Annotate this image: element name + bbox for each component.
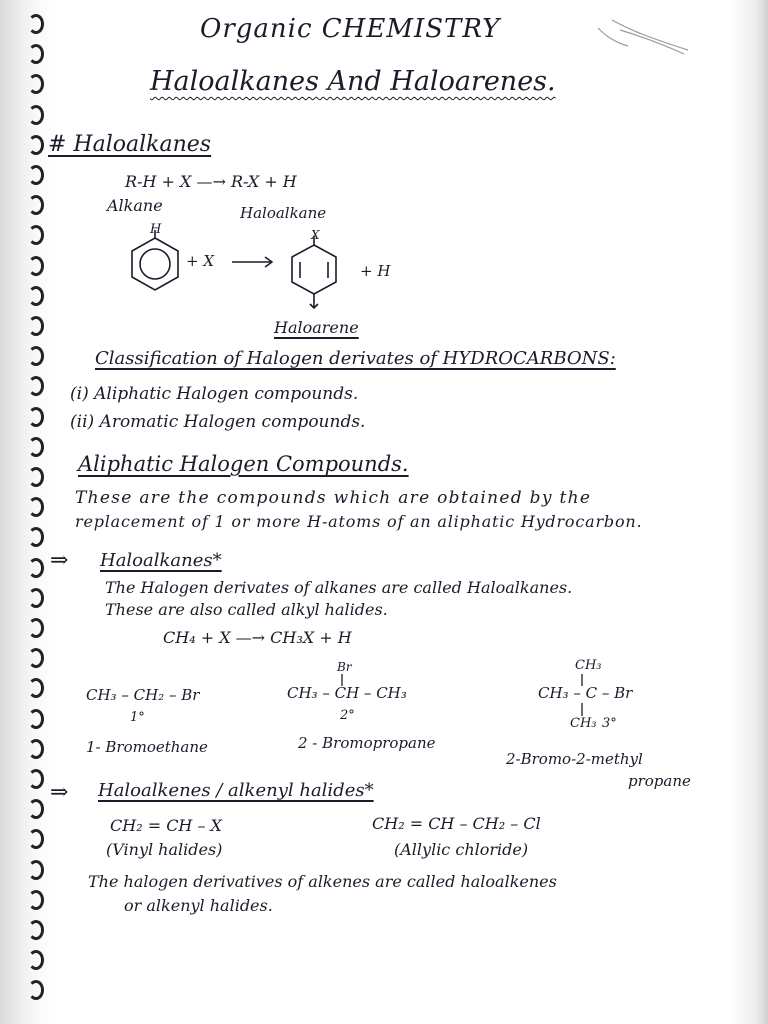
haloalkanes-heading: Haloalkanes* bbox=[100, 550, 222, 571]
aliphatic-line-1: These are the compounds which are obtained by the bbox=[75, 488, 592, 508]
benzene-ring-icon bbox=[132, 230, 178, 290]
haloalkanes-line-2: These are also called alkyl halides. bbox=[105, 600, 388, 619]
plus-h-label: + H bbox=[360, 262, 391, 280]
classification-item-2: (ii) Aromatic Halogen compounds. bbox=[70, 412, 366, 432]
ex3-formula: CH₃ – C – Br bbox=[538, 684, 633, 702]
scribble-mark bbox=[598, 20, 688, 54]
arrow-icon: ⇒ bbox=[50, 548, 69, 573]
allyl-name: (Allylic chloride) bbox=[394, 840, 529, 859]
page-title: Organic CHEMISTRY bbox=[200, 14, 501, 44]
vinyl-name: (Vinyl halides) bbox=[106, 840, 223, 859]
methane-reaction: CH₄ + X —→ CH₃X + H bbox=[163, 628, 352, 647]
ex3-name-1: 2-Bromo-2-methyl bbox=[506, 750, 643, 768]
aliphatic-line-2: replacement of 1 or more H-atoms of an aliphatic Hydrocarbon. bbox=[75, 512, 643, 531]
haloalkenes-heading: Haloalkenes / alkenyl halides* bbox=[98, 780, 374, 801]
classification-item-1: (i) Aliphatic Halogen compounds. bbox=[70, 384, 359, 404]
haloarene-label: Haloarene bbox=[274, 318, 359, 337]
ex2-formula: CH₃ – CH – CH₃ bbox=[287, 684, 407, 702]
haloalkanes-line-1: The Halogen derivates of alkanes are called Haloalkanes. bbox=[105, 578, 573, 597]
ex1-name: 1- Bromoethane bbox=[86, 738, 208, 756]
ex3-bottom: CH₃ bbox=[570, 716, 597, 731]
ex3-degree: 3° bbox=[602, 716, 617, 731]
ex2-top: Br bbox=[337, 660, 352, 674]
reaction-alkane: R-H + X —→ R-X + H bbox=[125, 172, 297, 191]
benzene-h-label: H bbox=[150, 222, 162, 237]
ex3-name-2: propane bbox=[628, 772, 691, 790]
benzene-x-label: X bbox=[311, 228, 320, 242]
ex3-top: CH₃ bbox=[575, 658, 602, 673]
ex2-name: 2 - Bromopropane bbox=[298, 734, 436, 752]
page-subtitle: Haloalkanes And Haloarenes. bbox=[150, 66, 556, 97]
ex1-formula: CH₃ – CH₂ – Br bbox=[86, 686, 200, 704]
arrow-icon: ⇒ bbox=[50, 780, 69, 805]
ex2-degree: 2° bbox=[340, 708, 355, 723]
vinyl-formula: CH₂ = CH – X bbox=[110, 816, 222, 835]
aliphatic-heading: Aliphatic Halogen Compounds. bbox=[78, 452, 409, 476]
haloalkenes-line-2: or alkenyl halides. bbox=[124, 896, 273, 915]
haloalkane-label: Haloalkane bbox=[240, 204, 327, 222]
allyl-formula: CH₂ = CH – CH₂ – Cl bbox=[372, 814, 541, 833]
classification-heading: Classification of Halogen derivates of HYDROCARBONS: bbox=[95, 348, 616, 369]
benzene-ring-icon bbox=[292, 236, 336, 308]
haloalkenes-line-1: The halogen derivatives of alkenes are called haloalkenes bbox=[88, 872, 557, 891]
section-heading-haloalkanes: # Haloalkanes bbox=[48, 132, 212, 157]
reaction-arrow-icon bbox=[232, 257, 272, 267]
alkane-label: Alkane bbox=[107, 196, 163, 215]
ex1-degree: 1° bbox=[130, 710, 145, 725]
plus-x-label: + X bbox=[186, 252, 215, 270]
